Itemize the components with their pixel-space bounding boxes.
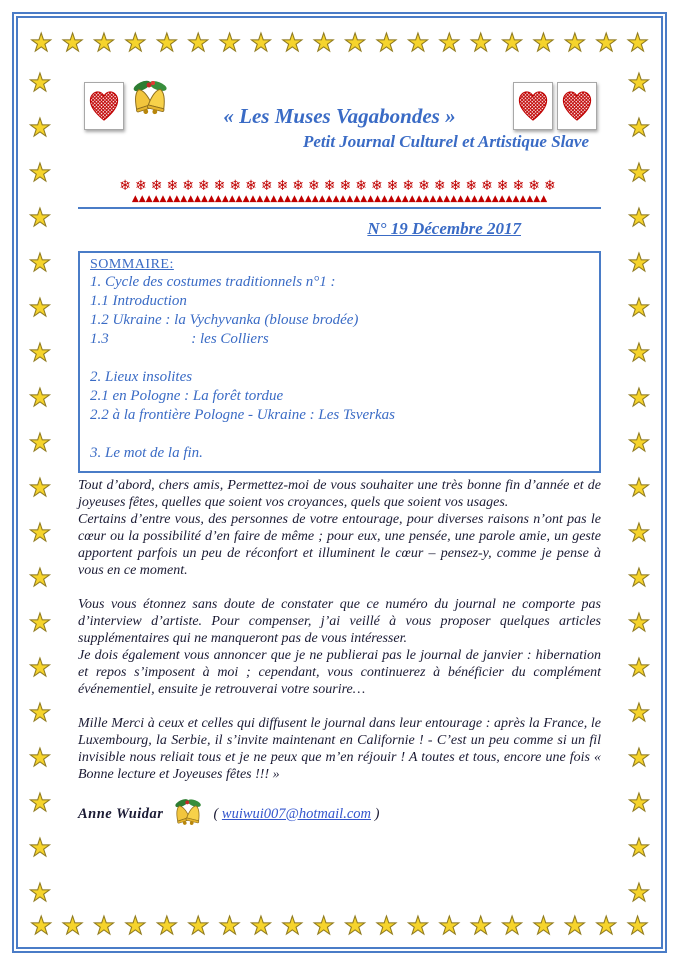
star-border-left <box>24 70 56 905</box>
star-icon: ★ <box>595 911 618 940</box>
sommaire-heading: SOMMAIRE: <box>90 257 174 272</box>
star-icon: ★ <box>155 28 178 57</box>
toc-line <box>90 349 589 368</box>
star-icon: ★ <box>28 203 52 232</box>
star-icon: ★ <box>532 28 555 57</box>
sommaire-list <box>90 273 589 463</box>
star-icon: ★ <box>626 28 649 57</box>
page-content <box>78 74 601 833</box>
email-paren-close: ) <box>370 805 380 822</box>
star-icon: ★ <box>627 878 651 907</box>
issue-number: N° 19 Décembre 2017 <box>367 219 521 238</box>
email-paren-open: ( <box>213 805 222 822</box>
star-icon: ★ <box>249 911 273 940</box>
star-icon: ★ <box>28 473 52 502</box>
header <box>78 74 601 174</box>
star-icon: ★ <box>28 338 52 367</box>
star-icon: ★ <box>375 28 398 57</box>
star-icon: ★ <box>627 113 651 142</box>
star-icon: ★ <box>28 68 52 97</box>
star-icon: ★ <box>627 788 651 817</box>
body-paragraph: Mille Merci à ceux et celles qui diffusent le journal dans leur entourage : après la France, le Luxembourg, la Serbie, il s’invite maintenant en Californie ! - C’est un peu comme si un fil invisible nous reliait tous et je ne peux que m’en réjouir ! A toutes et tous, encore une fois « Bonne lecture et Joyeuses fêtes !!! » <box>78 716 601 782</box>
star-icon: ★ <box>61 28 84 57</box>
star-icon: ★ <box>627 248 651 277</box>
star-icon: ★ <box>500 911 524 940</box>
star-icon: ★ <box>469 28 492 57</box>
star-icon: ★ <box>92 911 116 940</box>
star-icon: ★ <box>438 911 461 940</box>
toc-line: 1.3 : les Colliers <box>90 331 269 347</box>
star-icon: ★ <box>627 608 651 637</box>
ornament-zigzag-row: ▲▲▲▲▲▲▲▲▲▲▲▲▲▲▲▲▲▲▲▲▲▲▲▲▲▲▲▲▲▲▲▲▲▲▲▲▲▲▲▲▲▲▲▲▲▲▲▲▲▲▲▲▲▲▲▲▲▲▲▲ <box>131 195 548 204</box>
star-icon: ★ <box>627 563 651 592</box>
star-icon: ★ <box>595 28 618 57</box>
star-icon: ★ <box>28 833 52 862</box>
star-icon: ★ <box>627 833 651 862</box>
star-border-right <box>623 70 655 905</box>
star-icon: ★ <box>343 28 367 57</box>
toc-line: 1.1 Introduction <box>90 293 187 309</box>
star-icon: ★ <box>28 113 52 142</box>
signature-name: Anne Wuidar <box>78 805 164 822</box>
star-icon: ★ <box>532 911 555 940</box>
sommaire-box <box>78 251 601 473</box>
star-icon: ★ <box>28 518 52 547</box>
star-icon: ★ <box>627 293 651 322</box>
star-icon: ★ <box>343 911 367 940</box>
star-icon: ★ <box>281 911 304 940</box>
star-icon: ★ <box>563 911 587 940</box>
star-icon: ★ <box>28 653 52 682</box>
star-icon: ★ <box>28 698 52 727</box>
email-link[interactable]: wuiwui007@hotmail.com <box>221 805 371 822</box>
ornament-band <box>78 178 601 209</box>
star-icon: ★ <box>28 293 52 322</box>
body-paragraph: Tout d’abord, chers amis, Permettez-moi de vous souhaiter une très bonne fin d’année et de joyeuses fêtes, quelles que soient vos croyances, quels que soient vos usages. <box>78 478 601 510</box>
star-icon: ★ <box>627 68 651 97</box>
star-icon: ★ <box>28 878 52 907</box>
star-icon: ★ <box>626 911 649 940</box>
star-icon: ★ <box>627 743 651 772</box>
star-icon: ★ <box>61 911 84 940</box>
ornament-snowflake-row: ❄❄❄❄❄❄❄❄❄❄❄❄❄❄❄❄❄❄❄❄❄❄❄❄❄❄❄❄ <box>119 178 560 194</box>
toc-line: 2.1 en Pologne : La forêt tordue <box>90 388 284 404</box>
signature-email <box>213 806 379 823</box>
star-icon: ★ <box>30 28 53 57</box>
star-icon: ★ <box>28 608 52 637</box>
star-icon: ★ <box>155 911 178 940</box>
body-paragraph: Certains d’entre vous, des personnes de votre entourage, pour diverses raisons n’ont pas le cœur ou la possibilité d’en faire de même ; pour eux, une pensée, une parole amie, un geste apportent parfois un peu de réconfort et illuminent le cœur – pensez-y, comme je pense à vous en ce moment. <box>78 512 601 578</box>
signature-row <box>78 795 601 833</box>
page-subtitle: Petit Journal Culturel et Artistique Slave <box>302 132 589 151</box>
cross-stitch-heart-icon <box>557 82 597 130</box>
body-paragraph: Vous vous étonnez sans doute de constater que ce numéro du journal ne comporte pas d’interview d’artiste. Pour compenser, j’ai veillé à vous proposer quelques articles supplémentaires qui ne manqueront pas de vous intéresser. <box>78 597 601 646</box>
star-icon: ★ <box>124 28 147 57</box>
star-icon: ★ <box>627 473 651 502</box>
star-icon: ★ <box>28 383 52 412</box>
star-icon: ★ <box>627 518 651 547</box>
star-icon: ★ <box>406 911 430 940</box>
star-icon: ★ <box>249 28 273 57</box>
star-icon: ★ <box>218 911 241 940</box>
star-icon: ★ <box>627 698 651 727</box>
toc-line: 2.2 à la frontière Pologne - Ukraine : Les Tsverkas <box>90 407 395 423</box>
star-border-bottom <box>30 913 649 943</box>
star-icon: ★ <box>469 911 492 940</box>
star-icon: ★ <box>30 911 53 940</box>
cross-stitch-heart-icon <box>513 82 553 130</box>
star-icon: ★ <box>627 338 651 367</box>
star-icon: ★ <box>438 28 461 57</box>
star-icon: ★ <box>218 28 241 57</box>
star-icon: ★ <box>28 158 52 187</box>
cross-stitch-heart-icon <box>84 82 124 130</box>
star-icon: ★ <box>500 28 524 57</box>
star-icon: ★ <box>375 911 398 940</box>
body-text <box>78 477 601 833</box>
toc-line <box>90 425 589 444</box>
star-icon: ★ <box>627 158 651 187</box>
star-icon: ★ <box>186 28 210 57</box>
star-icon: ★ <box>627 428 651 457</box>
star-icon: ★ <box>124 911 147 940</box>
star-icon: ★ <box>312 28 335 57</box>
christmas-bells-icon <box>128 74 172 126</box>
star-icon: ★ <box>28 248 52 277</box>
toc-line: 1.2 Ukraine : la Vychyvanka (blouse brodée) <box>90 312 359 328</box>
star-icon: ★ <box>563 28 587 57</box>
star-icon: ★ <box>92 28 116 57</box>
star-icon: ★ <box>186 911 210 940</box>
body-paragraph: Je dois également vous annoncer que je ne publierai pas le journal de janvier : hibernation et repos s’imposent à moi ; cependant, vous continuerez à bénéficier du complément événementiel, ensuite je retrouverai votre sourire… <box>78 648 601 697</box>
star-icon: ★ <box>627 203 651 232</box>
star-icon: ★ <box>281 28 304 57</box>
star-icon: ★ <box>28 743 52 772</box>
star-icon: ★ <box>406 28 430 57</box>
christmas-bells-icon <box>171 795 205 833</box>
toc-line: 2. Lieux insolites <box>90 369 193 385</box>
star-icon: ★ <box>627 383 651 412</box>
star-icon: ★ <box>28 788 52 817</box>
page-title: « Les Muses Vagabondes » <box>223 104 456 128</box>
star-border-top <box>30 30 649 60</box>
toc-line: 3. Le mot de la fin. <box>90 445 203 461</box>
star-icon: ★ <box>28 428 52 457</box>
star-icon: ★ <box>627 653 651 682</box>
toc-line: 1. Cycle des costumes traditionnels n°1 : <box>90 274 336 290</box>
star-icon: ★ <box>312 911 335 940</box>
star-icon: ★ <box>28 563 52 592</box>
